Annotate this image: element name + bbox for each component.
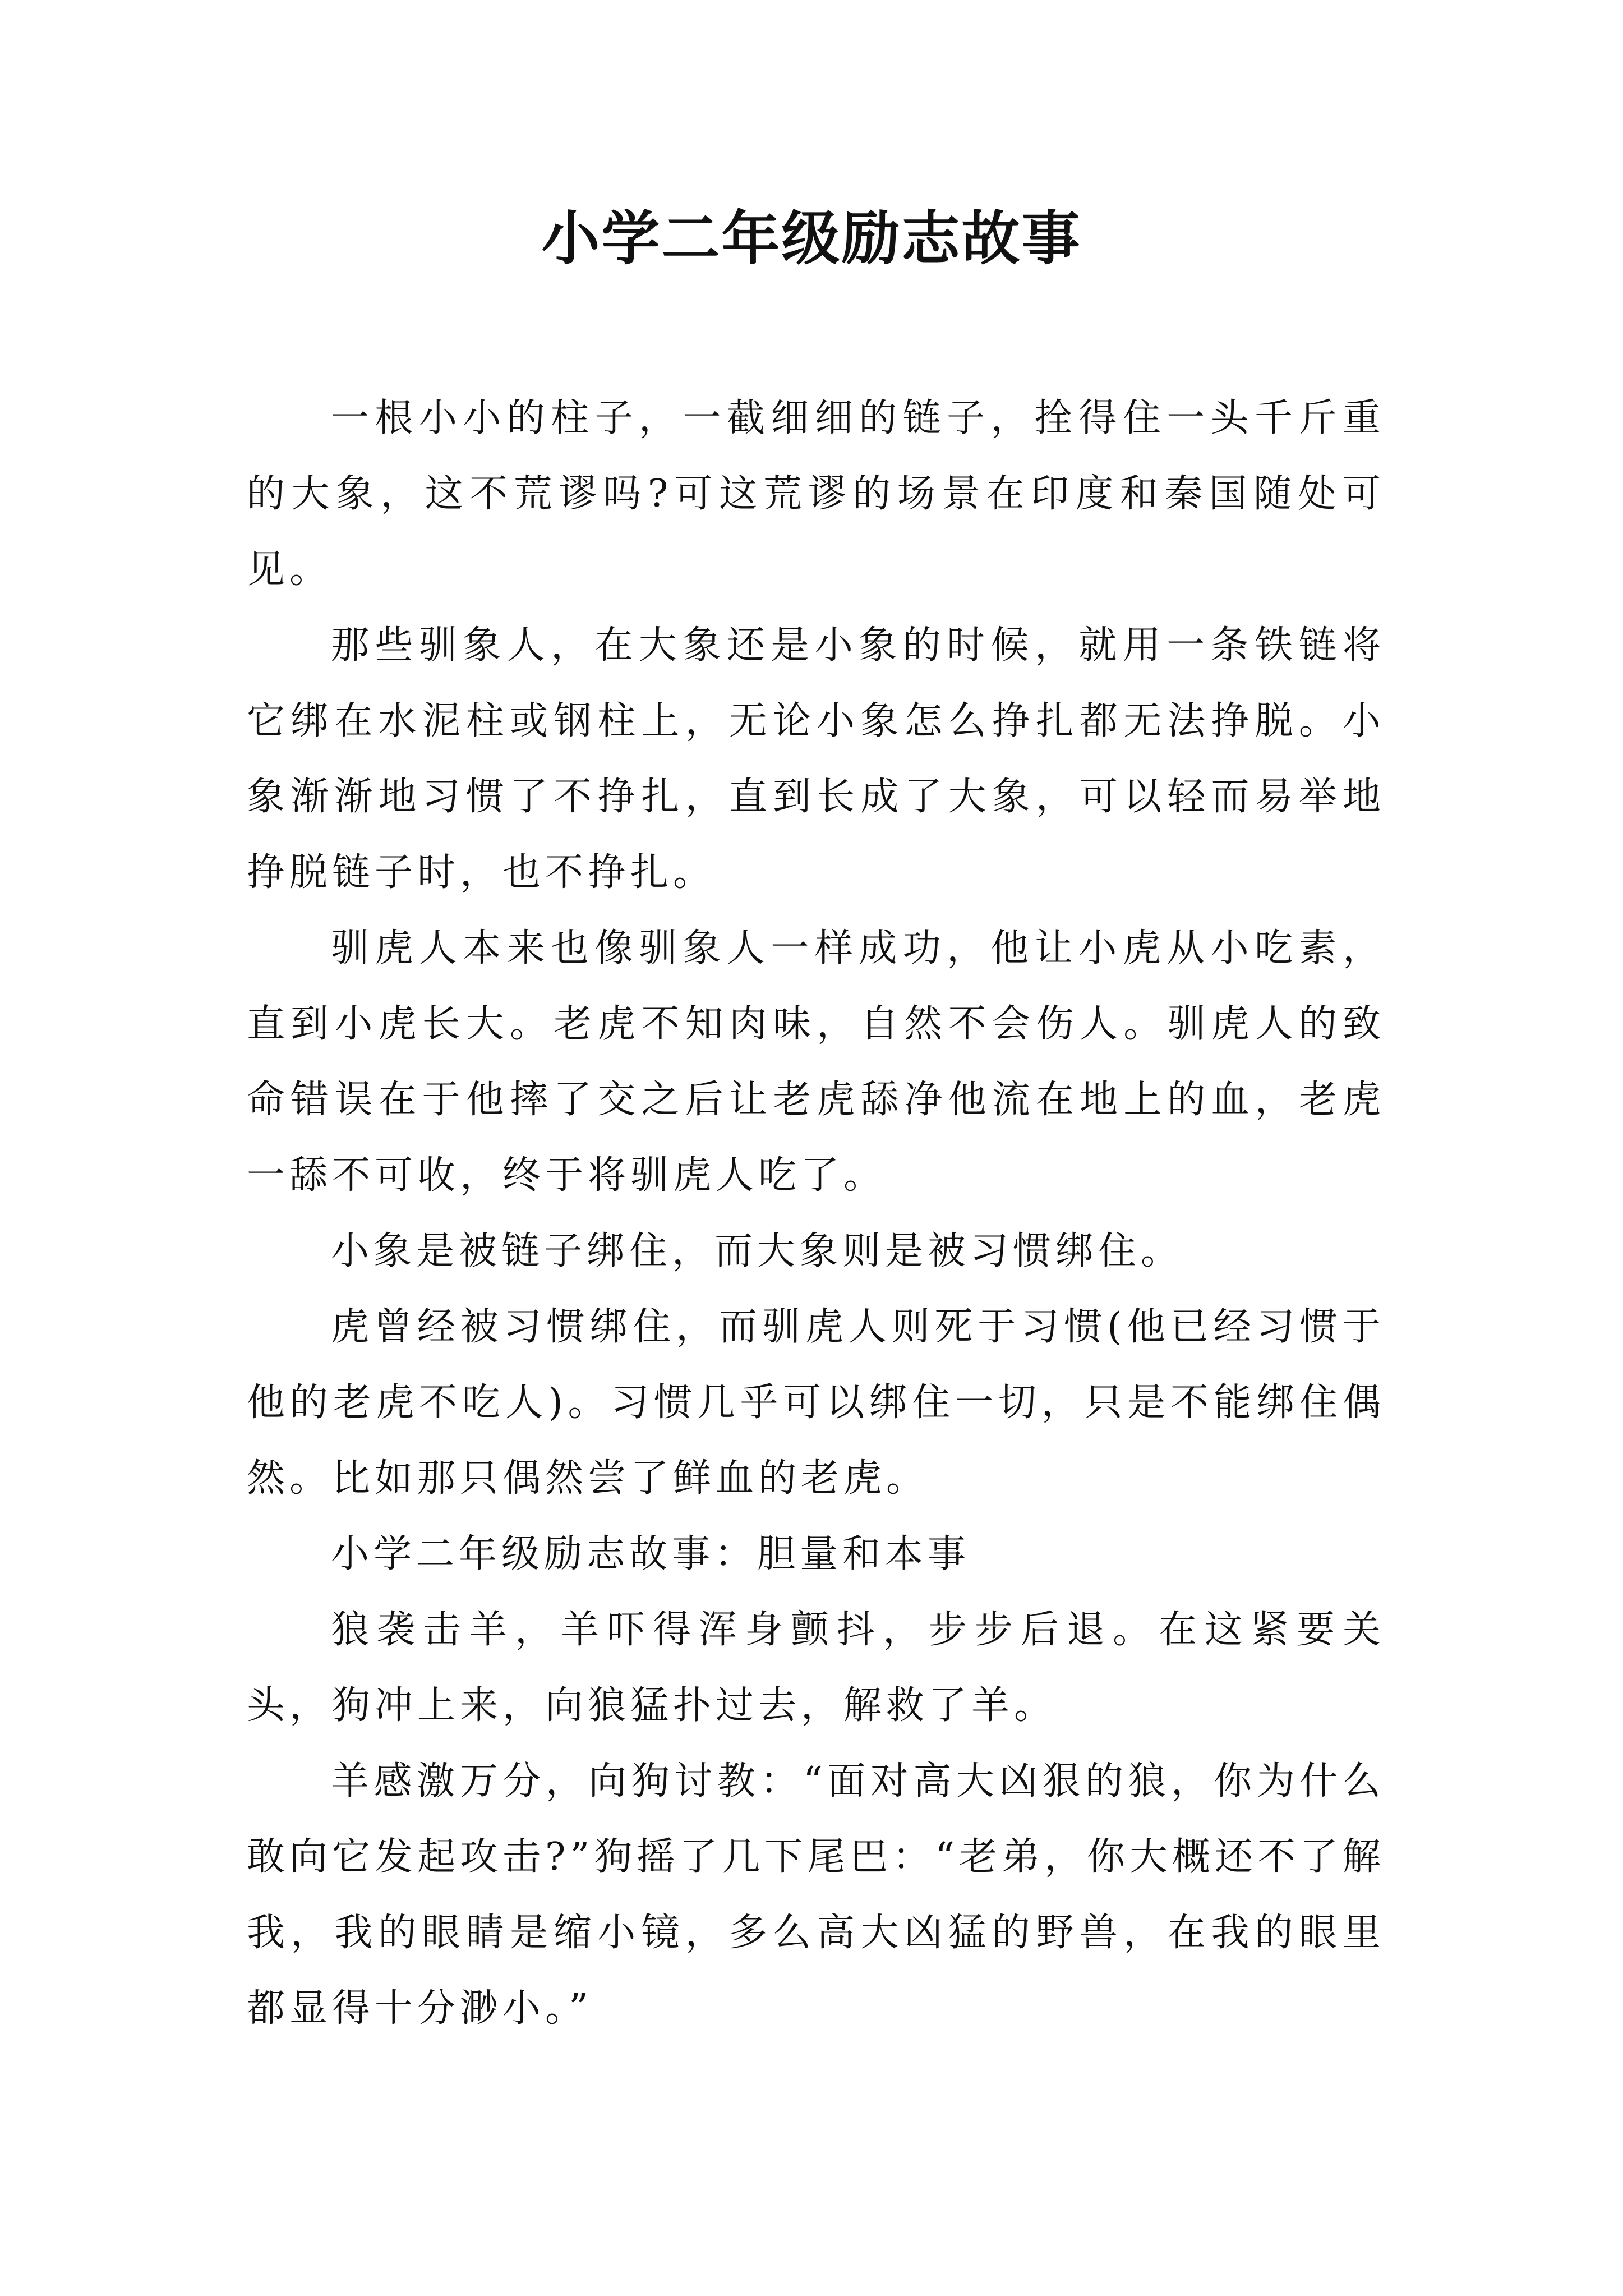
document-title: 小学二年级励志故事	[541, 204, 1082, 273]
paragraph: 狼袭击羊，羊吓得浑身颤抖，步步后退。在这紧要关头，狗冲上来，向狼猛扑过去，解救了羊。	[247, 1608, 1385, 1728]
document-body	[247, 380, 1385, 2046]
paragraph: 小象是被链子绑住，而大象则是被习惯绑住。	[331, 1229, 1184, 1273]
paragraph: 驯虎人本来也像驯象人一样成功，他让小虎从小吃素，直到小虎长大。老虎不知肉味，自然不会伤人。驯虎人的致命错误在于他摔了交之后让老虎舔净他流在地上的血，老虎一舔不可收，终于将驯虎人吃了。	[247, 926, 1385, 1198]
paragraph: 一根小小的柱子，一截细细的链子，拴得住一头千斤重的大象，这不荒谬吗?可这荒谬的场景在印度和秦国随处可见。	[247, 396, 1385, 592]
section-heading: 小学二年级励志故事：胆量和本事	[331, 1532, 971, 1576]
paragraph: 虎曾经被习惯绑住，而驯虎人则死于习惯(他已经习惯于他的老虎不吃人)。习惯几乎可以绑住一切，只是不能绑住偶然。比如那只偶然尝了鲜血的老虎。	[247, 1305, 1385, 1501]
paragraph: 羊感激万分，向狗讨教：“面对高大凶狠的狼，你为什么敢向它发起攻击?”狗摇了几下尾巴：“老弟，你大概还不了解我，我的眼睛是缩小镜，多么高大凶猛的野兽，在我的眼里都显得十分渺小。”	[247, 1759, 1385, 2031]
paragraph: 那些驯象人，在大象还是小象的时候，就用一条铁链将它绑在水泥柱或钢柱上，无论小象怎么挣扎都无法挣脱。小象渐渐地习惯了不挣扎，直到长成了大象，可以轻而易举地挣脱链子时，也不挣扎。	[247, 623, 1385, 895]
